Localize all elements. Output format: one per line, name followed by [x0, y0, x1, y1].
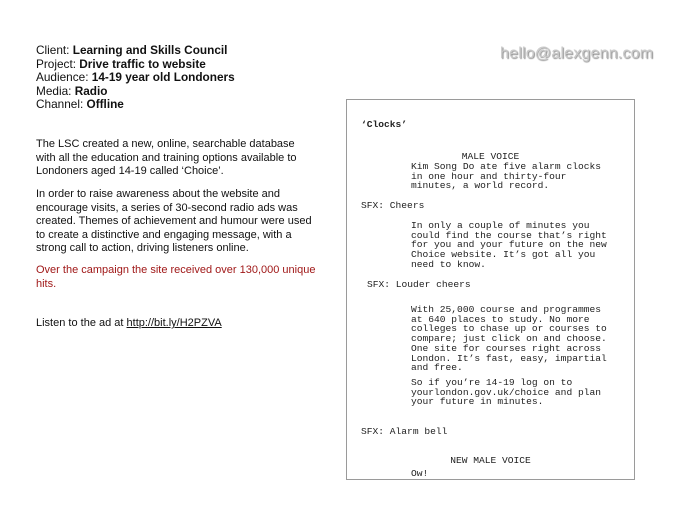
meta-channel-value: Offline	[86, 97, 124, 112]
meta-client	[36, 44, 235, 58]
contact-email: hello@alexgenn.com	[500, 45, 654, 62]
ad-link[interactable]: http://bit.ly/H2PZVA	[126, 317, 222, 329]
meta-media-label: Media:	[36, 83, 72, 98]
meta-project	[36, 58, 235, 72]
listen-line	[36, 317, 222, 329]
meta-audience	[36, 71, 235, 85]
meta-audience-value: 14-19 year old Londoners	[91, 70, 235, 85]
script-sfx-alarm-bell: SFX: Alarm bell	[361, 426, 448, 437]
script-title: ‘Clocks’	[361, 119, 408, 130]
listen-label: Listen to the ad at	[36, 317, 124, 329]
meta-media	[36, 85, 235, 99]
script-line-1: Kim Song Do ate five alarm clocks in one hour and thirty-four minutes, a world record.	[411, 161, 601, 192]
script-line-2: In only a couple of minutes you could find the course that’s right for you and your future on the new Choice website. It’s got all you need to know.	[411, 220, 607, 270]
meta-channel-label: Channel:	[36, 97, 84, 112]
script-sfx-cheers: SFX: Cheers	[361, 200, 425, 211]
meta-client-value: Learning and Skills Council	[72, 43, 228, 57]
meta-project-value: Drive traffic to website	[79, 56, 206, 71]
meta-client-label: Client:	[36, 43, 70, 57]
approach-paragraph: In order to raise awareness about the website and encourage visits, a series of 30-second radio ads was created. Themes of achievement and humour were used to create a distinctive and engaging message, with a strong call to action, driving listeners online.	[36, 188, 312, 255]
radio-script	[346, 99, 635, 480]
meta-channel	[36, 98, 235, 112]
script-cue-new-male-voice: NEW MALE VOICE	[450, 455, 531, 466]
project-meta	[36, 44, 235, 112]
meta-media-value: Radio	[74, 83, 108, 98]
script-line-3: With 25,000 course and programmes at 640 places to study. No more colleges to chase up or courses to compare; just click on and choose. One site for courses right across London. It’s fast, easy, impartial and free.	[411, 304, 607, 374]
meta-project-label: Project:	[36, 56, 76, 71]
script-cue-male-voice: MALE VOICE	[461, 151, 520, 162]
script-line-4: So if you’re 14-19 log on to yourlondon.gov.uk/choice and plan your future in minutes.	[411, 377, 601, 408]
script-sfx-louder-cheers: SFX: Louder cheers	[367, 279, 471, 290]
script-line-5: Ow!	[411, 468, 429, 479]
meta-audience-label: Audience:	[36, 70, 89, 85]
results-paragraph: Over the campaign the site received over 130,000 unique hits.	[36, 264, 316, 290]
description-paragraph: The LSC created a new, online, searchable database with all the education and training options available to Londoners aged 14-19 called ‘Choice’.	[36, 138, 297, 178]
